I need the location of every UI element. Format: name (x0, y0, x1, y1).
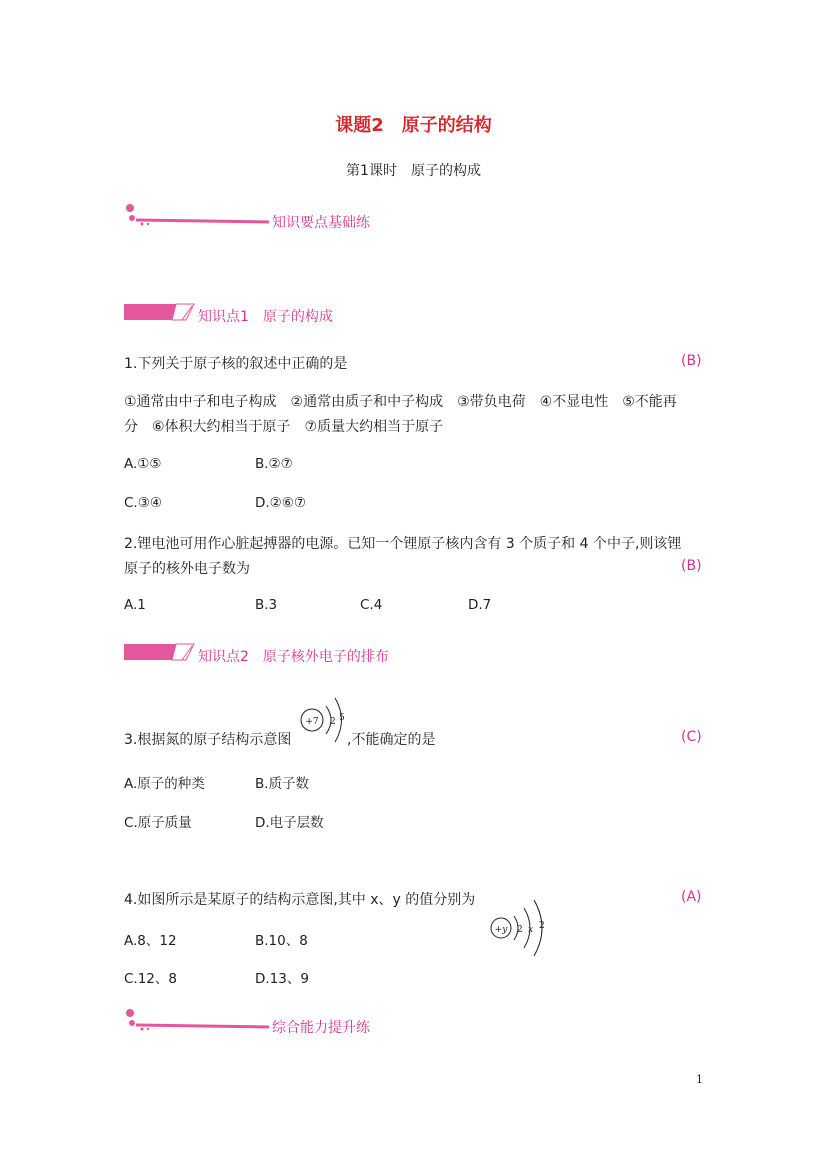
q1-option-a[interactable]: A.①⑤ (124, 456, 162, 472)
q3-option-b[interactable]: B.质子数 (255, 776, 310, 792)
section-decoration-icon (124, 1005, 274, 1041)
q2-option-a[interactable]: A.1 (124, 597, 146, 613)
shell-1-count: 2 (330, 717, 336, 727)
q1-option-d[interactable]: D.②⑥⑦ (255, 495, 306, 511)
q4-option-b[interactable]: B.10、8 (255, 933, 308, 949)
knowledge-point-2 (124, 643, 464, 665)
q2-option-d[interactable]: D.7 (468, 597, 492, 613)
page-number: 1 (696, 1073, 703, 1086)
shell-1-count: 2 (517, 925, 523, 935)
q1-option-c[interactable]: C.③④ (124, 495, 162, 511)
section-title-basic: 知识要点基础练 (272, 215, 370, 231)
q2-stem-line2: 原子的核外电子数为 (124, 561, 250, 577)
nucleus-charge: +7 (305, 717, 319, 727)
q3-stem-post: ,不能确定的是 (347, 732, 436, 748)
knowledge-point-1-label: 知识点1 原子的构成 (198, 309, 333, 325)
q4-option-c[interactable]: C.12、8 (124, 971, 177, 987)
q3-option-a[interactable]: A.原子的种类 (124, 776, 205, 792)
q2-option-b[interactable]: B.3 (255, 597, 278, 613)
q1-statements-line1: ①通常由中子和电子构成 ②通常由质子和中子构成 ③带负电荷 ④不显电性 ⑤不能再 (124, 394, 677, 410)
q4-option-d[interactable]: D.13、9 (255, 971, 309, 987)
q3-stem-pre: 3.根据氮的原子结构示意图 (124, 732, 292, 748)
section-header-advanced (124, 1005, 384, 1041)
q3-option-d[interactable]: D.电子层数 (255, 815, 324, 831)
q3-option-c[interactable]: C.原子质量 (124, 815, 192, 831)
q1-option-b[interactable]: B.②⑦ (255, 456, 293, 472)
q1-stem: 1.下列关于原子核的叙述中正确的是 (124, 356, 348, 372)
knowledge-bar-icon (124, 643, 196, 661)
section-decoration-icon (124, 200, 274, 236)
q3-answer: (C) (681, 729, 702, 745)
section-title-advanced: 综合能力提升练 (272, 1020, 370, 1036)
shell-3-count: 2 (539, 921, 545, 931)
q1-answer: (B) (681, 353, 702, 369)
q4-answer: (A) (681, 889, 702, 905)
q1-statements-line2: 分 ⑥体积大约相当于原子 ⑦质量大约相当于原子 (124, 419, 444, 435)
page-subtitle: 第1课时 原子的构成 (346, 163, 481, 179)
page-title: 课题2 原子的结构 (335, 115, 492, 136)
q2-option-c[interactable]: C.4 (360, 597, 383, 613)
q4-option-a[interactable]: A.8、12 (124, 933, 177, 949)
nitrogen-atom-diagram (298, 696, 350, 744)
knowledge-bar-icon (124, 303, 196, 321)
q4-stem: 4.如图所示是某原子的结构示意图,其中 x、y 的值分别为 (124, 892, 476, 908)
shell-2-count: x (528, 925, 534, 935)
shell-2-count: 5 (339, 713, 345, 723)
knowledge-point-1 (124, 303, 424, 325)
atom-structure-diagram (488, 898, 554, 958)
q2-answer: (B) (681, 558, 702, 574)
q2-stem-line1: 2.锂电池可用作心脏起搏器的电源。已知一个锂原子核内含有 3 个质子和 4 个中子,则该锂 (124, 536, 682, 552)
section-header-basic (124, 200, 384, 236)
nucleus-charge: +y (494, 925, 508, 935)
knowledge-point-2-label: 知识点2 原子核外电子的排布 (198, 649, 389, 665)
